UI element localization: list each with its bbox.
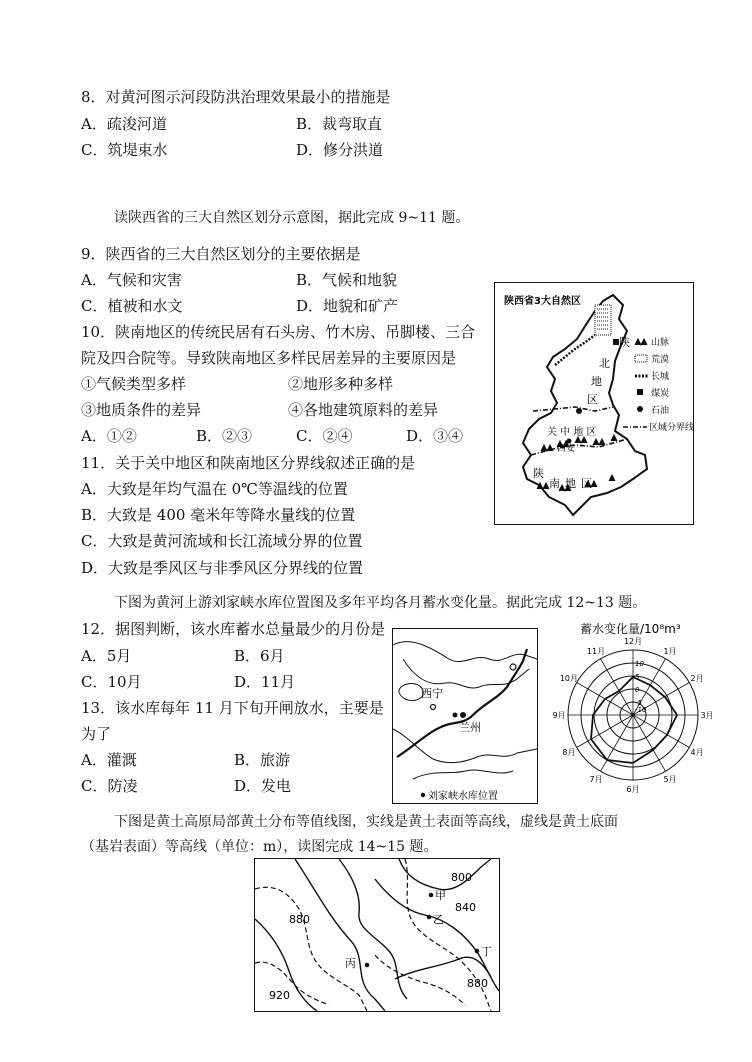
- q11-option-d: D．大致是季风区与非季风区分界线的位置: [81, 559, 364, 577]
- polar-month-label: 8月: [562, 748, 576, 757]
- q8-stem: 8．对黄河图示河段防洪治理效果最小的措施是: [81, 88, 391, 106]
- xian-dot: [567, 439, 572, 444]
- intro-14-15-line2: （基岩表面）等高线（单位：m），读图完成 14~15 题。: [81, 839, 438, 855]
- surface-contour-3: [399, 859, 491, 890]
- q10-item-4: ④各地建筑原料的差异: [288, 401, 439, 419]
- contour-label-800: 800: [451, 871, 472, 884]
- q9-option-c: C．植被和水文: [81, 297, 183, 315]
- legend-oil: 石油: [651, 406, 670, 416]
- point-ding: 丁: [481, 945, 492, 958]
- q10-stem-line2: 院及四合院等。导致陕南地区多样民居差异的主要原因是: [81, 349, 457, 367]
- contour-label-880-left: 880: [289, 913, 310, 926]
- q9-option-d: D．地貌和矿产: [296, 297, 399, 315]
- intro-9-11: 读陕西省的三大自然区划分示意图，据此完成 9~11 题。: [114, 210, 470, 226]
- liujiaxia-location-map: [392, 628, 538, 804]
- q12-option-a: A．5月: [81, 647, 132, 665]
- label-shaannan-1: 陕: [533, 467, 544, 480]
- q11-stem: 11．关于关中地区和陕南地区分界线叙述正确的是: [81, 454, 416, 472]
- polar-ring-label: 5: [635, 673, 640, 681]
- label-shaanbei-1: 陕: [619, 336, 630, 349]
- q9-option-a: A．气候和灾害: [81, 271, 182, 289]
- polar-chart-title: 蓄水变化量/10⁸m³: [580, 622, 681, 636]
- label-shaanbei-4: 区: [587, 393, 598, 406]
- q11-option-a: A．大致是年均气温在 0℃等温线的位置: [81, 480, 348, 498]
- intro-12-13: 下图为黄河上游刘家峡水库位置图及多年平均各月蓄水变化量。据此完成 12~13 题。: [114, 595, 647, 611]
- q13-option-c: C．防凌: [81, 777, 138, 795]
- polar-ring-label: 0: [635, 686, 640, 694]
- bedrock-contour-4: [375, 955, 465, 1005]
- reservoir-point: [453, 713, 458, 718]
- storage-curve: [591, 677, 677, 763]
- reservoir-lake: [399, 684, 423, 701]
- bedrock-contour-2: [255, 962, 329, 1005]
- legend-mountain: 山脉: [651, 338, 670, 348]
- polar-month-label: 3月: [700, 711, 714, 720]
- label-xining: 西宁: [421, 687, 443, 700]
- q8-option-d: D．修分洪道: [296, 141, 384, 159]
- label-shaanbei-3: 地: [591, 375, 602, 388]
- city-dot-north: [510, 664, 516, 670]
- polar-ring-label: -10: [635, 706, 647, 714]
- polar-ring-label: 10: [635, 660, 644, 668]
- q10-option-d: D．③④: [406, 427, 464, 445]
- q10-option-a: A．①②: [81, 427, 137, 445]
- label-shaannan-2: 南: [549, 477, 560, 490]
- q13-stem-line1: 13．该水库每年 11 月下旬开闸放水，主要是: [81, 699, 384, 717]
- polar-month-label: 10月: [559, 674, 578, 683]
- q10-option-c: C．②④: [296, 427, 353, 445]
- map-caption: 刘家峡水库位置: [428, 791, 498, 802]
- q10-stem-line1: 10．陕南地区的传统民居有石头房、竹木房、吊脚楼、三合: [81, 323, 476, 341]
- label-guanzhong: 关 中 地 区: [547, 427, 597, 438]
- point-bing: 丙: [345, 957, 356, 970]
- polar-month-label: 6月: [626, 785, 640, 794]
- oil-symbol: [576, 408, 582, 414]
- q10-item-1: ①气候类型多样: [81, 375, 187, 393]
- q10-item-3: ③地质条件的差异: [81, 401, 202, 419]
- shaanxi-map-title: 陕西省3大自然区: [504, 296, 581, 307]
- polar-month-label: 5月: [663, 775, 677, 785]
- polar-month-label: 4月: [690, 748, 704, 757]
- xining-dot: [431, 705, 436, 710]
- loess-contour-map: [254, 858, 500, 1012]
- label-lanzhou: 兰州: [459, 721, 481, 734]
- polar-month-label: 9月: [552, 711, 566, 720]
- q13-option-d: D．发电: [234, 777, 292, 795]
- point-jia: 甲: [435, 889, 446, 902]
- legend-coal: 煤炭: [651, 389, 670, 399]
- province-boundary-1: [393, 642, 537, 662]
- polar-ring-label: -5: [635, 699, 642, 707]
- contour-label-920: 920: [269, 989, 290, 1002]
- q9-option-b: B．气候和地貌: [296, 271, 398, 289]
- region-boundary-north: [533, 407, 613, 411]
- polar-month-label: 12月: [623, 637, 643, 646]
- q8-option-a: A．疏浚河道: [81, 115, 167, 133]
- label-shaannan-4: 区: [581, 477, 592, 490]
- surface-contour-6: [395, 957, 491, 979]
- yellow-river: [397, 649, 527, 757]
- contour-label-840: 840: [455, 901, 476, 914]
- storage-change-polar-chart: [552, 618, 714, 802]
- contour-label-880-right: 880: [467, 977, 488, 990]
- lanzhou-dot: [460, 712, 466, 718]
- q12-option-c: C．10月: [81, 673, 142, 691]
- q13-stem-line2: 为了: [81, 725, 112, 743]
- q10-option-b: B．②③: [196, 427, 253, 445]
- q11-option-c: C．大致是黄河流域和长江流域分界的位置: [81, 532, 363, 550]
- q12-option-d: D．11月: [234, 673, 296, 691]
- shaanxi-legend: [623, 336, 694, 433]
- legend-desert: 荒漠: [651, 355, 670, 365]
- intro-14-15-line1: 下图是黄土高原局部黄土分布等值线图，实线是黄土表面等高线，虚线是黄土底面: [114, 814, 618, 830]
- polar-grid: [552, 637, 713, 794]
- polar-month-label: 7月: [589, 775, 603, 785]
- q12-option-b: B．6月: [234, 647, 285, 665]
- legend-boundary: 区域分界线: [649, 423, 695, 433]
- legend-great-wall: 长城: [651, 372, 670, 382]
- polar-month-label: 2月: [690, 674, 704, 683]
- polar-month-label: 1月: [663, 646, 677, 656]
- shaanxi-regions-map: [494, 282, 694, 525]
- q8-option-b: B．裁弯取直: [296, 115, 383, 133]
- q9-stem: 9．陕西省的三大自然区划分的主要依据是: [81, 245, 361, 263]
- q13-option-b: B．旅游: [234, 751, 291, 769]
- polar-month-label: 11月: [586, 646, 606, 656]
- q8-option-c: C．筑堤束水: [81, 141, 168, 159]
- label-shaannan-3: 地: [565, 477, 576, 490]
- boundary-south-2: [413, 770, 513, 779]
- label-shaanbei-2: 北: [599, 357, 610, 370]
- q12-stem: 12．据图判断，该水库蓄水总量最少的月份是: [81, 620, 386, 638]
- q13-option-a: A．灌溉: [81, 751, 137, 769]
- q11-option-b: B．大致是 400 毫米年等降水量线的位置: [81, 506, 356, 524]
- point-yi: 乙: [433, 913, 444, 926]
- q10-item-2: ②地形多种多样: [288, 375, 394, 393]
- label-xian: 西安: [557, 444, 576, 454]
